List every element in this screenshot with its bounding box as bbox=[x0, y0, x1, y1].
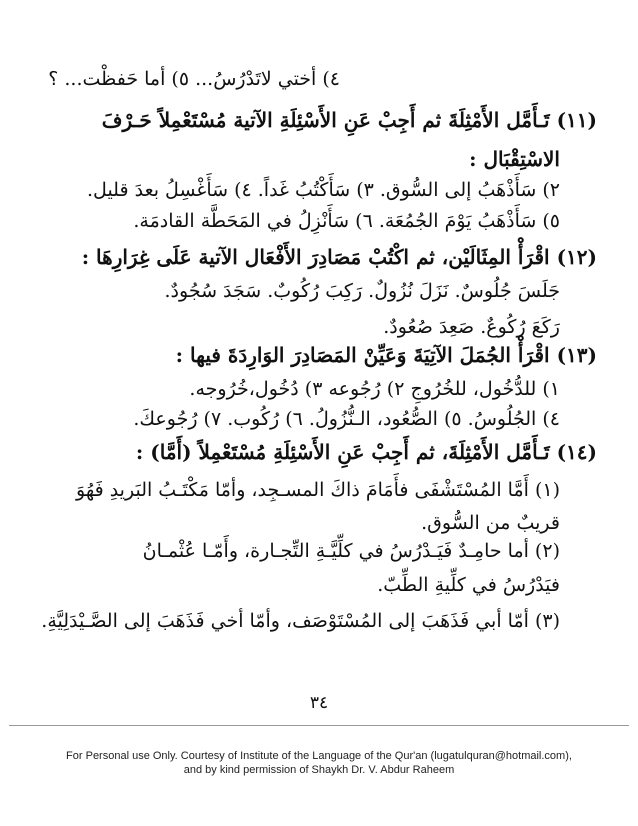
text-line-exercise-13-b: ٤) الجُلُوسُ. ٥) الصُّعُود، الـنُّزُولُ. ٦) رُكُوب. ٧) رُجُوعكَ. bbox=[133, 408, 560, 430]
footer-note bbox=[0, 749, 638, 777]
text-line-exercise-11-a: ٢) سَأَذْهَبُ إلى السُّوق. ٣) سَأَكْتُبُ غَداً. ٤) سَأَغْسِلُ بعدَ قليل. bbox=[87, 179, 560, 201]
text-line-exercise-13-a: ١) للدُّخُول، للخُرُوجِ ٢) رُجُوعه ٣) دُخُول،خُرُوجه. bbox=[189, 378, 560, 400]
text-line-exercise-14-2a: (٢) أما حامِـدٌ فَيَـدْرُسُ في كلِّيَّـةِ التِّجـارة، وأَمّـا عُثْمـانُ bbox=[142, 540, 560, 562]
page-number: ٣٤ bbox=[309, 693, 329, 713]
heading-exercise-11: (١١) تَـأَمَّل الأَمْثِلَةَ ثم أَجِبْ عَنِ الأَسْئِلَةِ الآتية مُسْتَعْمِلاً حَـرْفَ bbox=[101, 108, 597, 132]
heading-exercise-11-cont: الاسْتِقْبَال : bbox=[469, 147, 560, 171]
footer-line-1: For Personal use Only. Courtesy of Institute of the Language of the Qur'an (lugatulquran@hotmail.com), bbox=[66, 750, 572, 762]
text-line-exercise-14-3: (٣) أمّا أبي فَذَهَبَ إلى المُسْتَوْصَف، وأمّا أخي فَذَهَبَ إلى الصَّـيْدَلِيَّةِ. bbox=[41, 610, 560, 632]
text-line-exercise-12-a: جَلَسَ جُلُوسٌ. نَزَلَ نُزُولٌ. رَكِبَ رُكُوبٌ. سَجَدَ سُجُودٌ. bbox=[164, 280, 560, 302]
footer-line-2: and by kind permission of Shaykh Dr. V. Abdur Raheem bbox=[183, 764, 455, 776]
text-line-exercise-14-1b: قريبٌ من السُّوق. bbox=[421, 512, 560, 534]
text-line-exercise-12-b: رَكَعَ رُكُوعٌ. صَعِدَ صُعُودٌ. bbox=[383, 316, 560, 338]
heading-exercise-13: (١٣) اقْرَأْ الجُمَلَ الآتِيَةَ وَعَيِّنْ المَصَادِرَ الوَارِدَةَ فيها : bbox=[175, 343, 597, 367]
heading-exercise-14: (١٤) تَـأَمَّل الأَمْثِلَةَ، ثم أَجِبْ عَنِ الأَسْئِلَةِ مُسْتَعْمِلاً (أَمَّا) : bbox=[135, 440, 597, 464]
text-line-exercise-11-b: ٥) سَأَذْهَبُ يَوْمَ الجُمُعَة. ٦) سَأَنْزِلُ في المَحَطَّة القادمَة. bbox=[133, 210, 560, 232]
text-line-exercise-10-end: ٤) أختي لاتَدْرُسُ... ٥) أما حَفظْت... ؟ bbox=[48, 68, 340, 90]
text-line-exercise-14-1a: (١) أَمَّا المُسْتَشْفَى فأَمَامَ ذاكَ المسـجِد، وأمّا مَكْتَـبُ البَريدِ فَهُوَ bbox=[76, 479, 560, 501]
text-line-exercise-14-2b: فيَدْرُسُ في كلِّيةِ الطِّبّ. bbox=[377, 574, 560, 596]
footer-divider bbox=[9, 725, 629, 726]
heading-exercise-12: (١٢) اقْرَأْ المِثَالَيْن، ثم اكْتُبْ مَصَادِرَ الأَفْعَال الآتية عَلَى غِرَارِهَا : bbox=[81, 245, 597, 269]
